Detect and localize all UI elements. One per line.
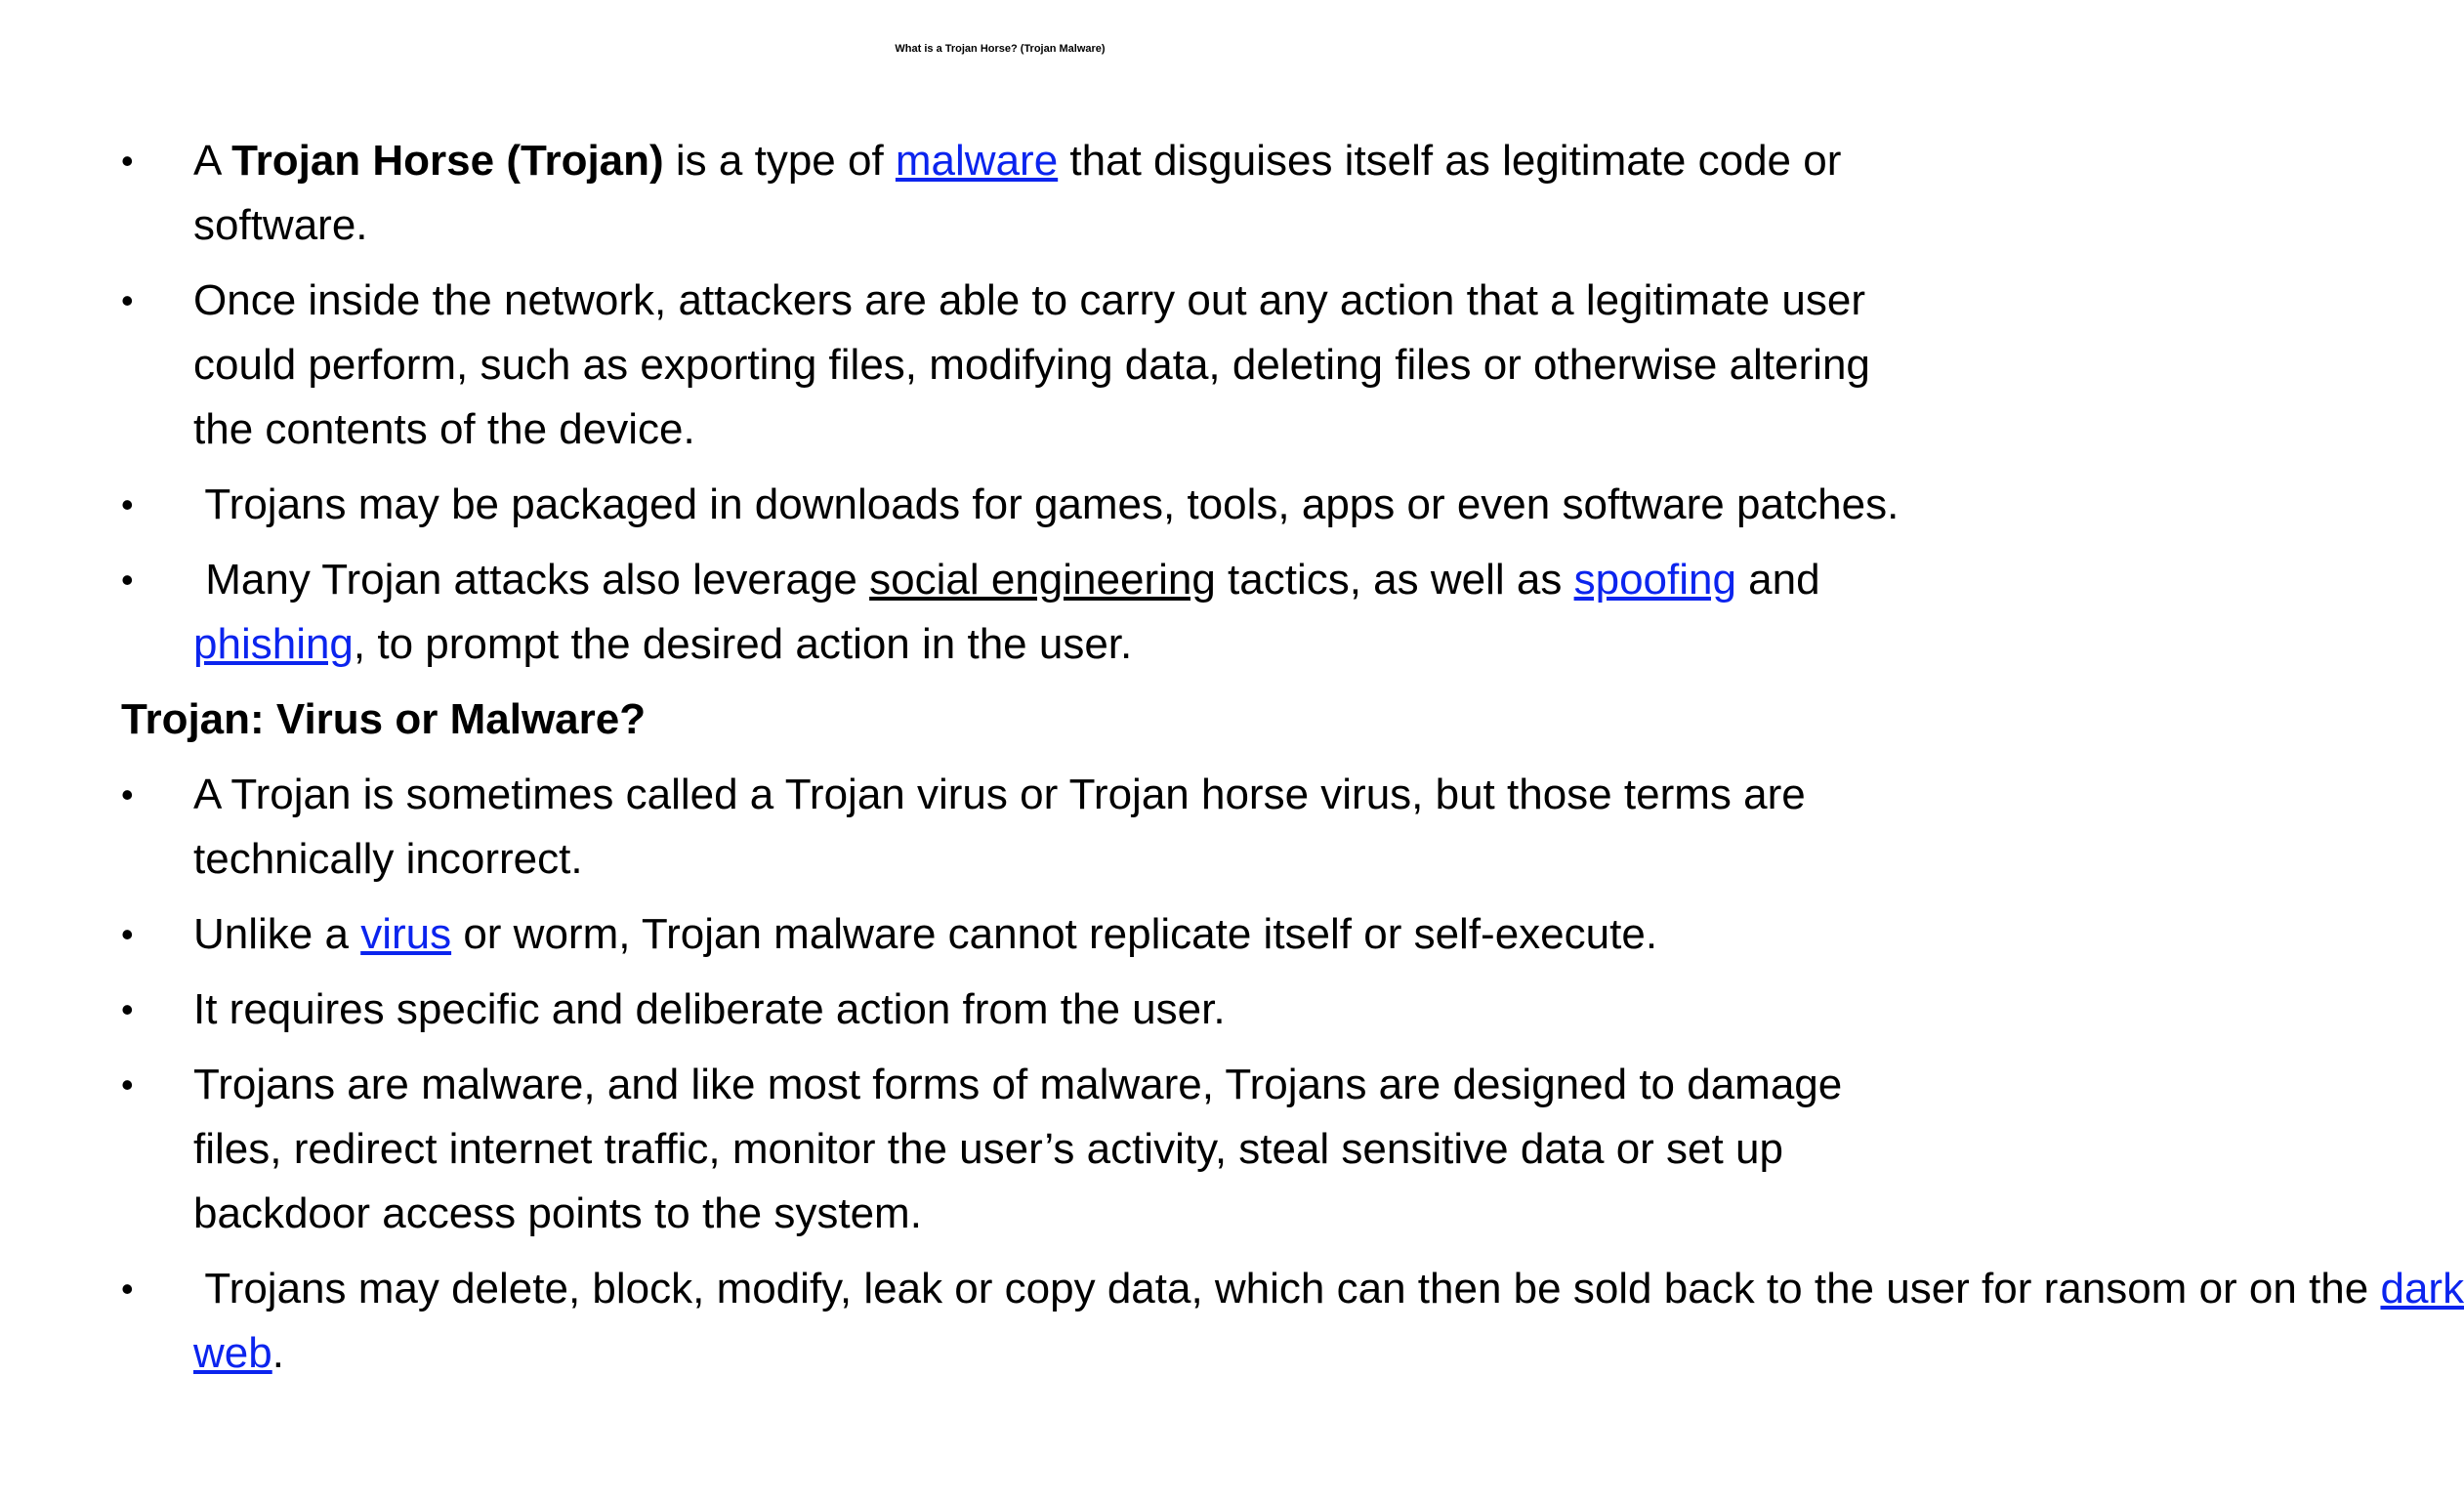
bullet-item	[121, 269, 1899, 462]
bullet-item	[121, 473, 1899, 537]
bullet-icon: •	[121, 280, 134, 320]
bold-term: Trojan Horse (Trojan)	[231, 137, 664, 185]
text: and	[1735, 556, 1820, 604]
bullet-icon: •	[121, 560, 134, 600]
underlined-term: social engineering	[869, 556, 1216, 604]
bullet-item	[121, 548, 1899, 677]
text: Trojans may delete, block, modify, leak or copy data, which can then be sold back to the user for ransom or on the	[193, 1265, 2381, 1312]
page-title: What is a Trojan Horse? (Trojan Malware)	[895, 43, 1106, 55]
bullet-icon: •	[121, 774, 134, 814]
bullet-item	[121, 1053, 1899, 1246]
text: is a type of	[663, 137, 896, 185]
text: or worm, Trojan malware cannot replicate itself or self-execute.	[451, 910, 1658, 958]
text: It requires specific and deliberate action from the user.	[193, 985, 1226, 1033]
text: A Trojan is sometimes called a Trojan virus or Trojan horse virus, but those terms are technically incorrect.	[193, 771, 1806, 883]
text: Trojans may be packaged in downloads for games, tools, apps or even software patches.	[193, 480, 1900, 528]
text: that disguises itself as legitimate code or software.	[193, 137, 1842, 249]
bullet-icon: •	[121, 141, 134, 181]
spoofing-link[interactable]: spoofing	[1573, 556, 1736, 604]
text: Unlike a	[193, 910, 361, 958]
bullet-icon: •	[121, 989, 134, 1029]
bullet-icon: •	[121, 1064, 134, 1104]
text: Trojans are malware, and like most forms of malware, Trojans are designed to damage files, redirect internet traffic, monitor the user’s activity, steal sensitive data or set up backdoor access points to the system.	[193, 1061, 1843, 1237]
text: , to prompt the desired action in the user.	[353, 620, 1133, 668]
text: Once inside the network, attackers are able to carry out any action that a legitimate user could perform, such as exporting files, modifying data, deleting files or otherwise altering the contents of the device.	[193, 276, 1870, 453]
phishing-link[interactable]: phishing	[193, 620, 354, 668]
bullet-item	[121, 129, 1899, 258]
bullet-item	[121, 763, 1899, 892]
bullet-icon: •	[121, 1269, 134, 1309]
text: A	[193, 137, 232, 185]
bullet-item	[121, 1257, 2464, 1386]
section-heading: Trojan: Virus or Malware?	[121, 695, 647, 743]
bullet-icon: •	[121, 914, 134, 954]
malware-link[interactable]: malware	[895, 137, 1059, 185]
text: .	[271, 1329, 284, 1377]
bullet-item	[121, 902, 1899, 967]
slide-body	[121, 129, 2464, 1396]
text: Many Trojan attacks also leverage	[193, 556, 870, 604]
bullet-item	[121, 978, 1899, 1042]
bullet-icon: •	[121, 484, 134, 524]
dark-web-link[interactable]: dark web	[193, 1265, 2464, 1377]
virus-link[interactable]: virus	[360, 910, 452, 958]
text: tactics, as well as	[1215, 556, 1574, 604]
